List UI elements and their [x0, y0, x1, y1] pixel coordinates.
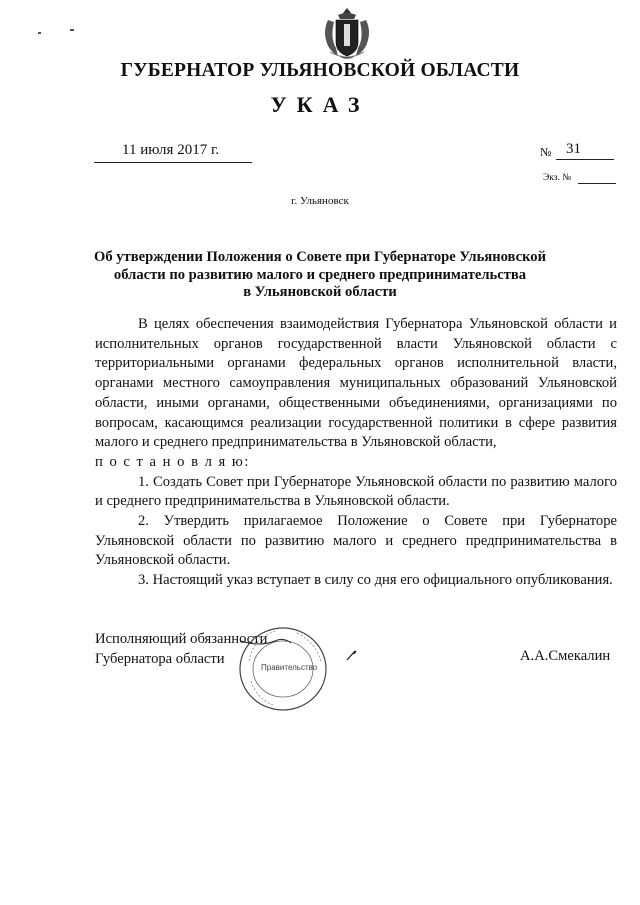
preamble-paragraph: В целях обеспечения взаимодействия Губернатора Ульяновской области и исполнительных органов государственной власти Ульяновской области с территориальными органами федеральных органов исполнительной власти, органами местного самоуправления муниципальных образований Ульяновской области, иными органами, общественными объединениями, организациями по вопросам, касающимся реализации государственной политики в сфере развития малого и среднего предпринимательства в Ульяновской области,: [95, 316, 617, 451]
document-type: УКАЗ: [270, 92, 370, 117]
heading-line: области по развитию малого и среднего предпринимательства: [113, 266, 527, 283]
position-line: Губернатора области: [95, 651, 225, 667]
scan-mark: [70, 29, 74, 31]
decree-date: 11 июля 2017 г.: [122, 142, 220, 158]
authority-title: ГУБЕРНАТОР УЛЬЯНОВСКОЙ ОБЛАСТИ: [120, 60, 520, 81]
decree-item: 1. Создать Совет при Губернаторе Ульяновской области по развитию малого и среднего предпринимательства в Ульяновской области.: [95, 473, 617, 510]
signatory-name: А.А.Смекалин: [520, 648, 611, 664]
coat-of-arms-icon: [318, 6, 376, 62]
signature-mark-icon: [345, 648, 359, 662]
heading-line: в Ульяновской области: [243, 284, 397, 300]
number-underline: [556, 159, 614, 160]
decree-item: 2. Утвердить прилагаемое Положение о Совете при Губернаторе Ульяновской области по развитию малого и среднего предпринимательства в Ульяновской области.: [95, 513, 617, 569]
date-underline: [94, 162, 252, 163]
copy-number-underline: [578, 183, 616, 184]
decree-heading: [60, 249, 580, 302]
number-label: №: [540, 145, 552, 159]
scan-mark: [38, 32, 41, 34]
decree-item: 3. Настоящий указ вступает в силу со дня его официального опубликования.: [138, 572, 613, 589]
heading-line: Об утверждении Положения о Совете при Губернаторе Ульяновской: [93, 249, 547, 265]
position-line: Исполняющий обязанности: [95, 631, 268, 647]
decree-number: 31: [566, 141, 581, 157]
stamp-text: Правительство: [261, 663, 318, 672]
decree-body: [95, 315, 617, 591]
copy-number-label: Экз. №: [543, 173, 572, 183]
city: г. Ульяновск: [291, 195, 349, 207]
official-seal-icon: [237, 625, 329, 713]
decree-word: п о с т а н о в л я ю:: [95, 453, 250, 470]
